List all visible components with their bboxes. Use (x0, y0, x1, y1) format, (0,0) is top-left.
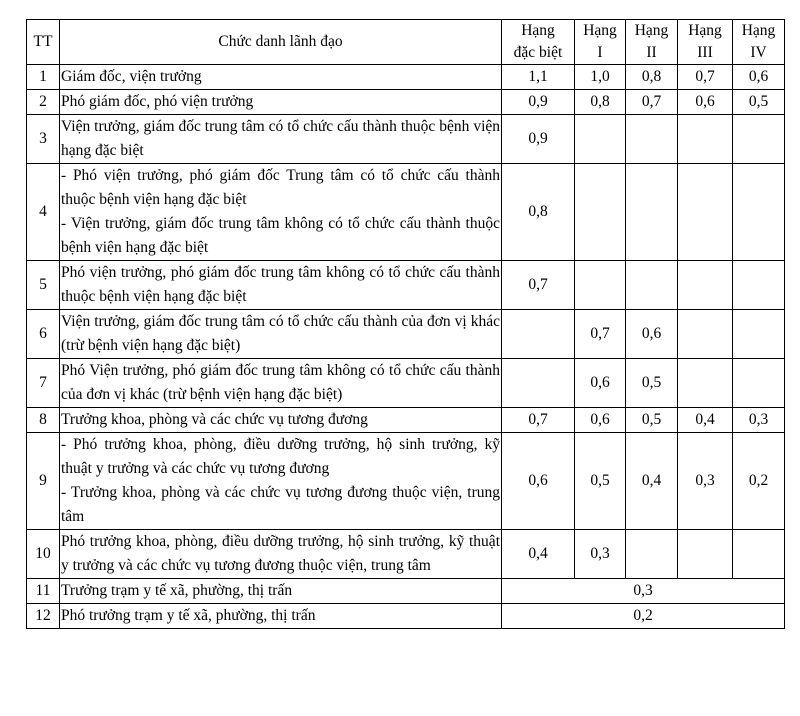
row-value: 0,5 (626, 359, 678, 408)
table-row (27, 310, 785, 359)
row-value (575, 115, 626, 164)
row-value (502, 310, 575, 359)
row-value: 0,7 (502, 261, 575, 310)
header-grade-2: Hạng II (626, 20, 678, 65)
row-title: - Phó trưởng khoa, phòng, điều dưỡng trưởng, hộ sinh trưởng, kỹ thuật y trưởng và các chức vụ tương đương - Trưởng khoa, phòng và các chức vụ tương đương thuộc viện, trung tâm (60, 433, 502, 530)
row-value: 0,9 (502, 115, 575, 164)
row-value (575, 261, 626, 310)
table-row (27, 164, 785, 261)
row-value: 0,6 (575, 408, 626, 433)
table-row (27, 579, 785, 604)
table-row (27, 90, 785, 115)
row-tt: 11 (27, 579, 60, 604)
row-value: 1,0 (575, 65, 626, 90)
header-grade-1: Hạng I (575, 20, 626, 65)
table-row (27, 408, 785, 433)
row-value: 1,1 (502, 65, 575, 90)
row-value-merged: 0,3 (502, 579, 785, 604)
row-value (502, 359, 575, 408)
row-value: 0,5 (733, 90, 785, 115)
row-tt: 9 (27, 433, 60, 530)
row-value (678, 359, 733, 408)
row-value: 0,6 (626, 310, 678, 359)
row-value (678, 530, 733, 579)
row-value: 0,8 (575, 90, 626, 115)
table-row (27, 359, 785, 408)
row-value (626, 261, 678, 310)
table-row (27, 433, 785, 530)
row-value: 0,6 (678, 90, 733, 115)
row-value: 0,8 (626, 65, 678, 90)
row-title: Giám đốc, viện trưởng (60, 65, 502, 90)
header-title: Chức danh lãnh đạo (60, 20, 502, 65)
row-tt: 4 (27, 164, 60, 261)
row-value (626, 530, 678, 579)
row-value (733, 115, 785, 164)
row-value: 0,6 (733, 65, 785, 90)
row-value (733, 310, 785, 359)
row-value: 0,4 (678, 408, 733, 433)
row-tt: 7 (27, 359, 60, 408)
row-title: Trưởng khoa, phòng và các chức vụ tương đương (60, 408, 502, 433)
header-grade-special: Hạng đặc biệt (502, 20, 575, 65)
row-title: Phó Viện trưởng, phó giám đốc trung tâm không có tổ chức cấu thành của đơn vị khác (trừ bệnh viện hạng đặc biệt) (60, 359, 502, 408)
row-tt: 5 (27, 261, 60, 310)
row-title: Viện trưởng, giám đốc trung tâm có tổ chức cấu thành của đơn vị khác (trừ bệnh viện hạng đặc biệt) (60, 310, 502, 359)
allowance-table (26, 19, 785, 629)
row-value: 0,5 (626, 408, 678, 433)
row-title: Phó trưởng trạm y tế xã, phường, thị trấn (60, 604, 502, 629)
row-value (733, 261, 785, 310)
row-tt: 2 (27, 90, 60, 115)
row-value (678, 310, 733, 359)
row-value: 0,3 (733, 408, 785, 433)
row-value: 0,7 (626, 90, 678, 115)
row-value: 0,8 (502, 164, 575, 261)
row-value-merged: 0,2 (502, 604, 785, 629)
row-value: 0,6 (502, 433, 575, 530)
row-tt: 3 (27, 115, 60, 164)
table-row (27, 261, 785, 310)
table-row (27, 604, 785, 629)
row-value: 0,6 (575, 359, 626, 408)
table-row (27, 65, 785, 90)
row-value (733, 164, 785, 261)
table-row (27, 115, 785, 164)
row-title: - Phó viện trưởng, phó giám đốc Trung tâm có tổ chức cấu thành thuộc bệnh viện hạng đặc biệt - Viện trưởng, giám đốc trung tâm không có tổ chức cấu thành thuộc bệnh viện hạng đặc biệt (60, 164, 502, 261)
row-tt: 6 (27, 310, 60, 359)
row-value (678, 115, 733, 164)
row-value (626, 115, 678, 164)
row-title: Trưởng trạm y tế xã, phường, thị trấn (60, 579, 502, 604)
row-value: 0,9 (502, 90, 575, 115)
row-value: 0,7 (575, 310, 626, 359)
row-value: 0,4 (626, 433, 678, 530)
row-value (733, 359, 785, 408)
table-body (27, 65, 785, 629)
row-value (733, 530, 785, 579)
row-value (575, 164, 626, 261)
header-grade-3: Hạng III (678, 20, 733, 65)
row-value: 0,5 (575, 433, 626, 530)
row-value (626, 164, 678, 261)
row-title: Phó viện trưởng, phó giám đốc trung tâm không có tổ chức cấu thành thuộc bệnh viện hạng đặc biệt (60, 261, 502, 310)
row-tt: 1 (27, 65, 60, 90)
header-grade-4: Hạng IV (733, 20, 785, 65)
row-tt: 12 (27, 604, 60, 629)
header-tt: TT (27, 20, 60, 65)
row-value: 0,3 (575, 530, 626, 579)
row-tt: 8 (27, 408, 60, 433)
row-title: Phó trưởng khoa, phòng, điều dưỡng trưởng, hộ sinh trưởng, kỹ thuật y trưởng và các chức vụ tương đương thuộc viện, trung tâm (60, 530, 502, 579)
row-value: 0,7 (678, 65, 733, 90)
row-tt: 10 (27, 530, 60, 579)
table-row (27, 530, 785, 579)
table-header-row (27, 20, 785, 65)
row-value: 0,4 (502, 530, 575, 579)
row-value: 0,2 (733, 433, 785, 530)
row-title: Phó giám đốc, phó viện trưởng (60, 90, 502, 115)
row-value (678, 164, 733, 261)
row-title: Viện trưởng, giám đốc trung tâm có tổ chức cấu thành thuộc bệnh viện hạng đặc biệt (60, 115, 502, 164)
row-value: 0,7 (502, 408, 575, 433)
row-value (678, 261, 733, 310)
row-value: 0,3 (678, 433, 733, 530)
